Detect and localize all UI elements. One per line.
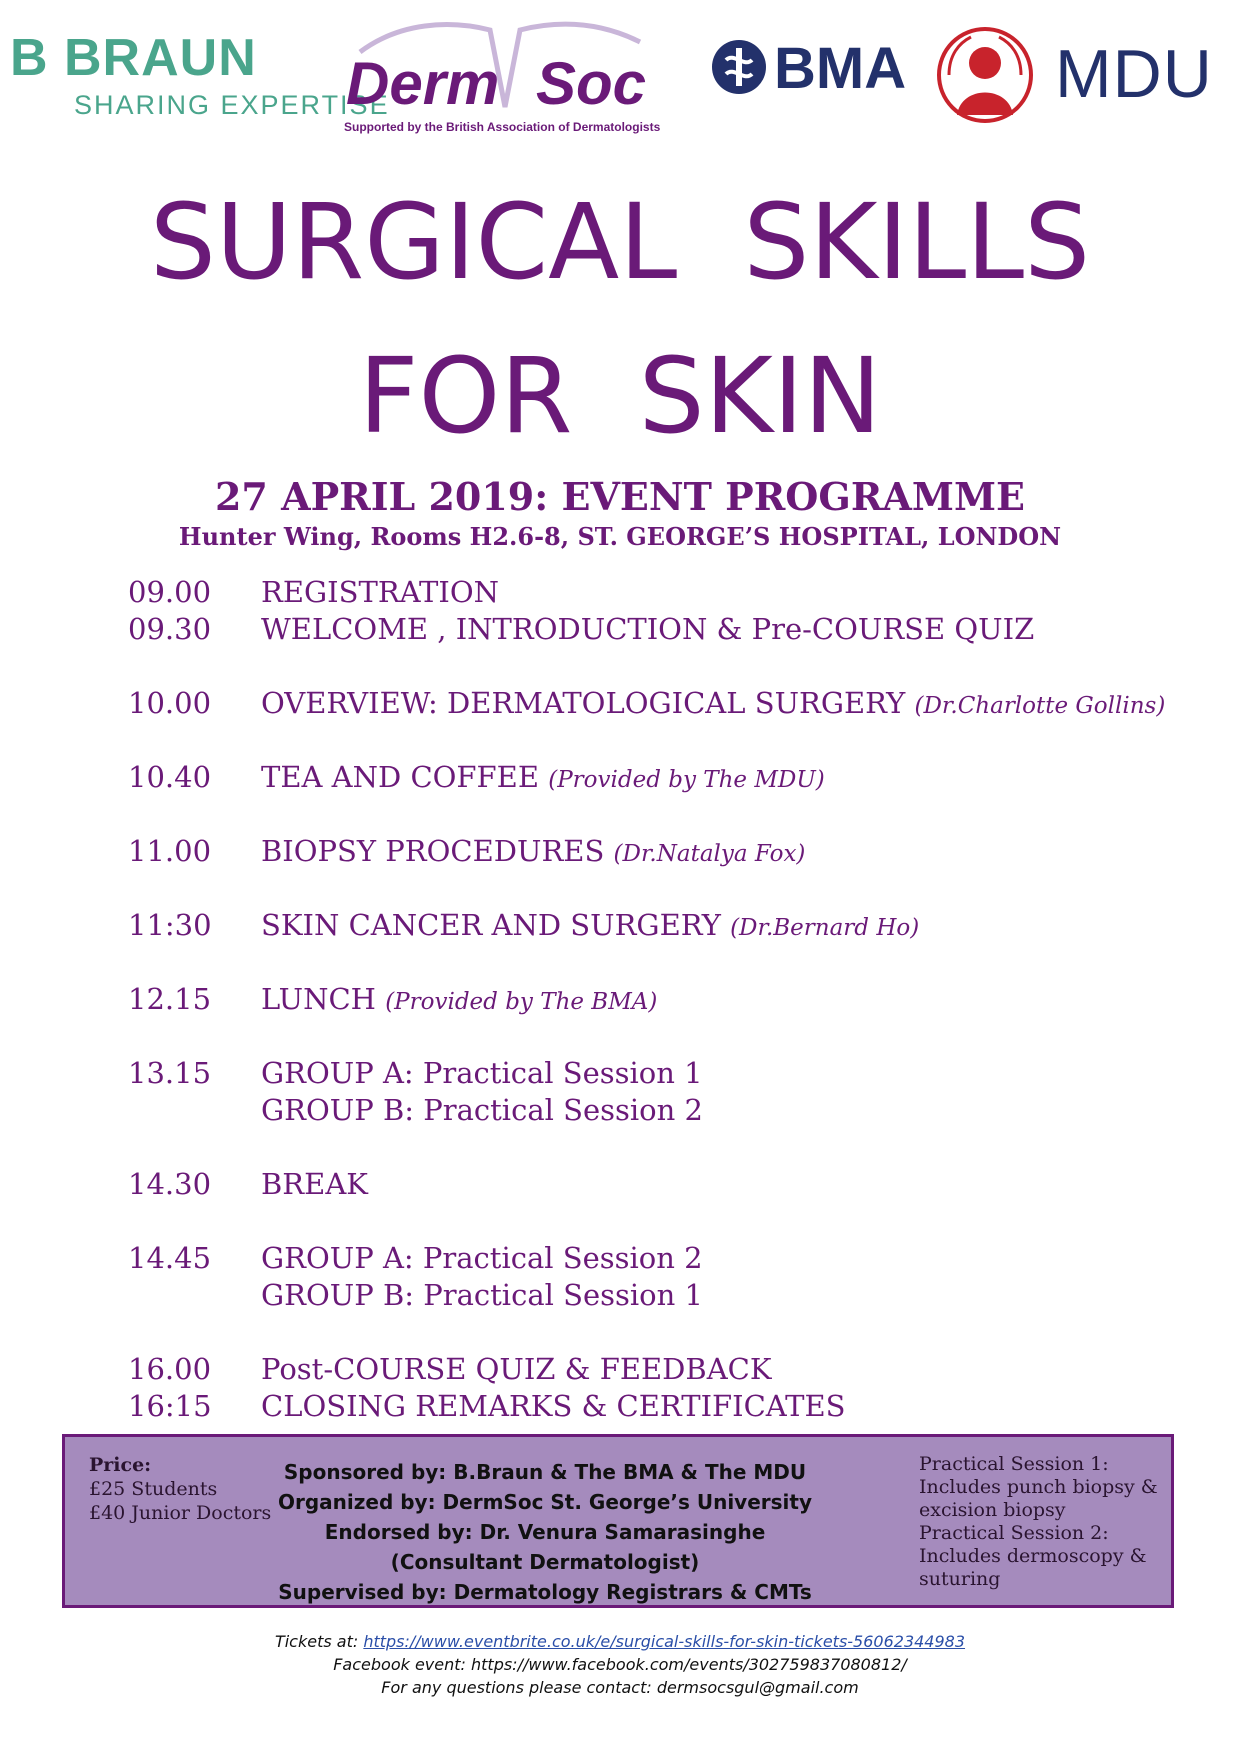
activity-speaker: (Dr.Charlotte Gollins) bbox=[914, 693, 1166, 719]
supervised-by: Supervised by: Dermatology Registrars & CMTs bbox=[278, 1580, 812, 1604]
dermsoc-right-word: Soc bbox=[536, 50, 647, 117]
schedule-time: 11:30 bbox=[128, 908, 212, 942]
schedule-time: 09.30 bbox=[128, 612, 212, 646]
sponsor-logos bbox=[0, 0, 1240, 150]
activity-speaker: (Dr.Natalya Fox) bbox=[613, 841, 806, 867]
bma-caduceus-icon bbox=[710, 38, 768, 96]
tickets-link[interactable]: https://www.eventbrite.co.uk/e/surgical-skills-for-skin-tickets-56062344983 bbox=[363, 1632, 966, 1651]
bma-logo bbox=[710, 36, 910, 106]
activity-speaker: (Dr.Bernard Ho) bbox=[730, 915, 920, 941]
activity-title: LUNCH bbox=[261, 982, 386, 1016]
activity-title: REGISTRATION bbox=[261, 575, 499, 609]
schedule-activity bbox=[261, 833, 805, 873]
schedule-time: 16.00 bbox=[128, 1352, 212, 1386]
activity-line bbox=[261, 981, 657, 1021]
schedule-time: 12.15 bbox=[128, 982, 212, 1016]
activity-speaker: (Provided by The BMA) bbox=[385, 989, 658, 1015]
activity-line bbox=[261, 1351, 772, 1388]
activity-title: Post-COURSE QUIZ & FEEDBACK bbox=[261, 1352, 772, 1386]
activity-line bbox=[261, 1277, 703, 1314]
schedule-activity bbox=[261, 1351, 772, 1388]
sessions-block bbox=[919, 1453, 1169, 1591]
activity-line bbox=[261, 611, 1034, 648]
dermsoc-subtitle: Supported by the British Association of Dermatologists bbox=[344, 120, 661, 134]
organized-by: Organized by: DermSoc St. George’s University bbox=[277, 1490, 812, 1514]
page-title-line-2: FOR SKIN bbox=[358, 335, 882, 457]
schedule-activity bbox=[261, 574, 499, 611]
activity-line bbox=[261, 833, 805, 873]
event-venue: Hunter Wing, Rooms H2.6-8, ST. GEORGE’S HOSPITAL, LONDON bbox=[178, 522, 1062, 551]
bbraun-logo bbox=[10, 29, 390, 120]
schedule-time: 11.00 bbox=[128, 834, 212, 868]
schedule-activity bbox=[261, 1240, 703, 1314]
activity-title: GROUP B: Practical Session 2 bbox=[261, 1093, 703, 1127]
schedule-activity bbox=[261, 907, 919, 947]
price-heading: Price: bbox=[89, 1454, 152, 1476]
schedule-activity bbox=[261, 611, 1034, 648]
schedule-time: 16:15 bbox=[128, 1389, 212, 1423]
schedule-activity bbox=[261, 1166, 368, 1203]
mdu-crest-icon bbox=[935, 25, 1035, 125]
info-box bbox=[62, 1434, 1174, 1608]
schedule-time: 14.30 bbox=[128, 1167, 212, 1201]
activity-title: WELCOME , INTRODUCTION & Pre-COURSE QUIZ bbox=[261, 612, 1035, 646]
activity-line bbox=[261, 574, 499, 611]
activity-line bbox=[261, 685, 1165, 725]
tickets-line bbox=[0, 1631, 1240, 1653]
activity-title: BIOPSY PROCEDURES bbox=[261, 834, 614, 868]
schedule-time: 14.45 bbox=[128, 1241, 212, 1275]
bbraun-name: B BRAUN bbox=[10, 29, 257, 87]
dermsoc-logo bbox=[340, 12, 680, 137]
schedule-activity bbox=[261, 981, 657, 1021]
event-date-heading: 27 APRIL 2019: EVENT PROGRAMME bbox=[214, 474, 1025, 519]
schedule-time: 10.00 bbox=[128, 686, 212, 720]
price-students: £25 Students bbox=[89, 1478, 218, 1500]
activity-title: GROUP B: Practical Session 1 bbox=[261, 1278, 703, 1312]
activity-title: GROUP A: Practical Session 2 bbox=[261, 1241, 703, 1275]
facebook-event-line: Facebook event: https://www.facebook.com/events/302759837080812/ bbox=[333, 1655, 907, 1674]
bbraun-tagline: SHARING EXPERTISE bbox=[74, 90, 390, 120]
activity-line bbox=[261, 1388, 846, 1425]
activity-title: OVERVIEW: DERMATOLOGICAL SURGERY bbox=[261, 686, 915, 720]
activity-title: GROUP A: Practical Session 1 bbox=[261, 1056, 703, 1090]
bbraun-wordmark bbox=[10, 30, 257, 86]
activity-line bbox=[261, 1240, 703, 1277]
activity-title: SKIN CANCER AND SURGERY bbox=[261, 908, 731, 942]
schedule-activity bbox=[261, 1388, 846, 1425]
activity-speaker: (Provided by The MDU) bbox=[548, 767, 825, 793]
schedule-time: 13.15 bbox=[128, 1056, 212, 1090]
activity-line bbox=[261, 1092, 703, 1129]
activity-line bbox=[261, 759, 825, 799]
schedule-activity bbox=[261, 1055, 703, 1129]
activity-line bbox=[261, 1055, 703, 1092]
sponsored-by: Sponsored by: B.Braun & The BMA & The MDU bbox=[283, 1460, 807, 1484]
organisers-block bbox=[275, 1457, 815, 1607]
price-block bbox=[89, 1453, 271, 1525]
activity-title: BREAK bbox=[261, 1167, 368, 1201]
page-title-line-1: SURGICAL SKILLS bbox=[149, 181, 1091, 303]
tickets-label: Tickets at: bbox=[274, 1632, 364, 1651]
schedule-time: 10.40 bbox=[128, 760, 212, 794]
schedule-activity bbox=[261, 759, 825, 799]
activity-title: CLOSING REMARKS & CERTIFICATES bbox=[261, 1389, 846, 1423]
mdu-wordmark: MDU bbox=[1055, 36, 1213, 112]
contact-email-line: For any questions please contact: dermsocsgul@gmail.com bbox=[381, 1678, 859, 1697]
schedule-time: 09.00 bbox=[128, 575, 212, 609]
endorsed-by: Endorsed by: Dr. Venura Samarasinghe (Consultant Dermatologist) bbox=[324, 1520, 766, 1574]
activity-line bbox=[261, 1166, 368, 1203]
activity-title: TEA AND COFFEE bbox=[261, 760, 549, 794]
activity-line bbox=[261, 907, 919, 947]
practical-session-1-info: Practical Session 1: Includes punch biopsy & excision biopsy bbox=[919, 1453, 1158, 1521]
practical-session-2-info: Practical Session 2: Includes dermoscopy & suturing bbox=[919, 1522, 1147, 1590]
price-junior-doctors: £40 Junior Doctors bbox=[89, 1502, 272, 1524]
dermsoc-left-word: Derm bbox=[346, 50, 500, 117]
bma-wordmark: BMA bbox=[774, 36, 907, 101]
schedule-activity bbox=[261, 685, 1165, 725]
